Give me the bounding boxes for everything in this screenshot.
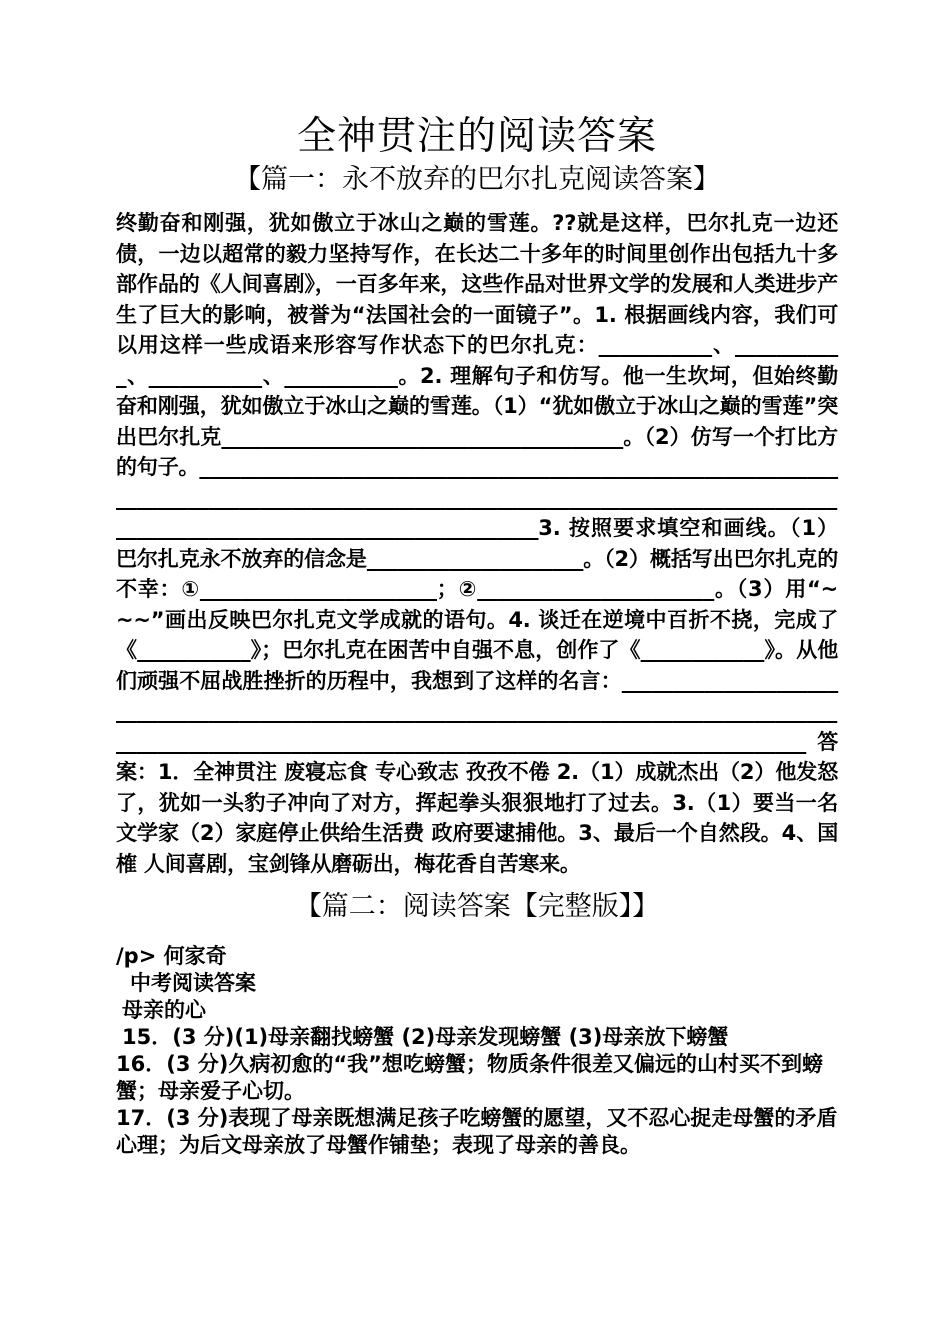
section-1-heading: 【篇一：永不放弃的巴尔扎克阅读答案】: [234, 164, 720, 195]
section-1-body: 终勤奋和刚强，犹如傲立于冰山之巅的雪莲。??就是这样，巴尔扎克一边还债，一边以超常的毅力坚持写作，在长达二十多年的时间里创作出包括九十多部作品的《人间喜剧》，一百多年来，这些作品对世界文学的发展和人类进步产生了巨大的影响，被誉为“法国社会的一面镜子”。1. 根据画线内容，我们可以用这样一些成语来形容写作状态下的巴尔扎克：___________、___________、___________、___________。2. 理解句子和仿写。他一生坎坷，但始终勤奋和刚强，犹如傲立于冰山之巅的雪莲。（1）“犹如傲立于冰山之巅的雪莲”突出巴尔扎克_______________________________________。（2）仿写一个打比方的句子。_____________________________________________________________________________________________________________________________________________________________________________3. 按照要求填空和画线。（1）巴尔扎克永不放弃的信念是_____________________。（2）概括写出巴尔扎克的不幸：①_______________________；②_______________________。（3）用“~~~”画出反映巴尔扎克文学成就的语句。4. 谈迁在逆境中百折不挠，完成了《___________》；巴尔扎克在困苦中自强不息，创作了《____________》。从他们顽强不屈战胜挫折的历程中，我想到了这样的名言：______________________________________________________________________________________________________________________________________________________________答案：1．全神贯注 废寝忘食 专心致志 孜孜不倦 2.（1）成就杰出（2）他发怒了，犹如一头豹子冲向了对方，挥起拳头狠狠地打了过去。3.（1）要当一名文学家（2）家庭停止供给生活费 政府要逮捕他。3、最后一个自然段。4、国榷 人间喜剧，宝剑锋从磨砺出，梅花香自苦寒来。: [116, 211, 838, 876]
document-page: [116, 112, 838, 1159]
section-2-heading: 【篇二：阅读答案【完整版】】: [294, 891, 660, 922]
section-2-answer-16: 16．(3 分)久病初愈的“我”想吃螃蟹；物质条件很差又偏远的山村买不到螃蟹；母亲爱子心切。: [116, 1052, 823, 1103]
section-2-line-subtitle: 中考阅读答案: [130, 971, 256, 995]
section-2-answer-15: 15．(3 分)(1)母亲翻找螃蟹 (2)母亲发现螃蟹 (3)母亲放下螃蟹: [122, 1025, 729, 1049]
section-2-line-author: /p> 何家奇: [116, 944, 227, 968]
section-2-line-article-title: 母亲的心: [122, 998, 206, 1022]
section-2-answer-17: 17．(3 分)表现了母亲既想满足孩子吃螃蟹的愿望，又不忍心捉走母蟹的矛盾心理；为后文母亲放了母蟹作铺垫；表现了母亲的善良。: [116, 1106, 838, 1157]
document-title: 全神贯注的阅读答案: [296, 114, 657, 159]
